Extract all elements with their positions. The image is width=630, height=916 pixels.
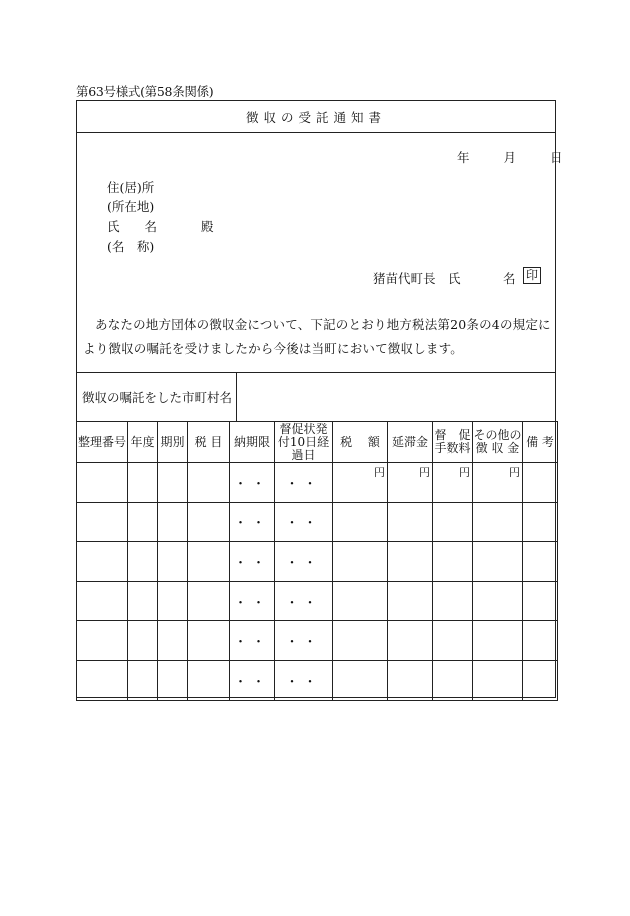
table-cell[interactable] xyxy=(433,621,473,661)
table-cell[interactable] xyxy=(188,660,230,700)
table-cell[interactable] xyxy=(188,542,230,582)
table-cell[interactable] xyxy=(388,660,433,700)
table-body xyxy=(77,463,558,701)
table-cell[interactable] xyxy=(158,660,188,700)
date-separator-dots: ・・ xyxy=(285,595,322,611)
table-cell[interactable] xyxy=(433,502,473,542)
date-separator-dots: ・・ xyxy=(233,516,270,532)
table-cell[interactable] xyxy=(158,581,188,621)
header-nendo: 年度 xyxy=(128,422,158,463)
table-cell[interactable] xyxy=(188,502,230,542)
city-value-field[interactable] xyxy=(237,373,555,421)
table-cell[interactable] xyxy=(275,502,333,542)
table-row xyxy=(77,660,558,700)
table-cell[interactable] xyxy=(158,463,188,503)
table-cell[interactable] xyxy=(388,463,433,503)
honorific-label: 殿 xyxy=(201,219,214,234)
table-cell[interactable] xyxy=(188,581,230,621)
table-cell[interactable] xyxy=(473,621,523,661)
date-line xyxy=(457,148,563,166)
table-cell[interactable] xyxy=(388,502,433,542)
table-cell[interactable] xyxy=(77,581,128,621)
date-separator-dots: ・・ xyxy=(233,595,270,611)
city-row xyxy=(77,372,555,421)
date-separator-dots: ・・ xyxy=(285,635,322,651)
table-cell[interactable] xyxy=(128,542,158,582)
table-cell[interactable] xyxy=(128,660,158,700)
month-label: 月 xyxy=(503,150,517,165)
yen-unit: 円 xyxy=(459,466,470,479)
table-cell[interactable] xyxy=(77,502,128,542)
seal-mark xyxy=(523,267,541,284)
table-cell[interactable] xyxy=(333,502,388,542)
table-cell[interactable] xyxy=(523,502,558,542)
date-separator-dots: ・・ xyxy=(285,555,322,571)
table-header-row xyxy=(77,422,558,463)
name-label: 氏 名 xyxy=(107,219,158,234)
table-cell[interactable] xyxy=(473,463,523,503)
table-cell[interactable] xyxy=(333,463,388,503)
header-zeigaku: 税 額 xyxy=(333,422,388,463)
table-cell[interactable] xyxy=(473,581,523,621)
header-biko: 備 考 xyxy=(523,422,558,463)
table-cell[interactable] xyxy=(523,581,558,621)
title-name-label: (名 称) xyxy=(107,239,155,254)
table-cell[interactable] xyxy=(128,502,158,542)
header-nokigen: 納期限 xyxy=(230,422,275,463)
yen-unit: 円 xyxy=(419,466,430,479)
table-row xyxy=(77,581,558,621)
address-label: 住(居)所 xyxy=(107,180,155,195)
table-cell[interactable] xyxy=(128,463,158,503)
table-cell[interactable] xyxy=(523,621,558,661)
table-cell[interactable] xyxy=(333,542,388,582)
yen-unit: 円 xyxy=(374,466,385,479)
issuer-name-suffix: 名 xyxy=(503,271,516,286)
table-cell[interactable] xyxy=(158,542,188,582)
table-cell[interactable] xyxy=(473,660,523,700)
date-separator-dots: ・・ xyxy=(285,674,322,690)
notice-form xyxy=(76,100,563,698)
header-tokusoku-fee: 督 促手数料 xyxy=(433,422,473,463)
document-title: 徴収の受託通知書 xyxy=(77,101,555,133)
table-cell[interactable] xyxy=(77,621,128,661)
table-cell[interactable] xyxy=(230,660,275,700)
table-cell[interactable] xyxy=(433,463,473,503)
table-cell[interactable] xyxy=(275,581,333,621)
table-cell[interactable] xyxy=(230,581,275,621)
collection-table xyxy=(76,421,558,701)
table-cell[interactable] xyxy=(188,621,230,661)
table-cell[interactable] xyxy=(433,660,473,700)
seal-text: 印 xyxy=(523,267,541,284)
table-cell[interactable] xyxy=(388,581,433,621)
table-cell[interactable] xyxy=(523,542,558,582)
table-cell[interactable] xyxy=(333,660,388,700)
table-cell[interactable] xyxy=(77,660,128,700)
table-cell[interactable] xyxy=(158,502,188,542)
table-row xyxy=(77,502,558,542)
header-tokusoku-date: 督促状発付10日経過日 xyxy=(275,422,333,463)
table-cell[interactable] xyxy=(77,463,128,503)
date-separator-dots: ・・ xyxy=(233,674,270,690)
table-row xyxy=(77,542,558,582)
table-cell[interactable] xyxy=(275,463,333,503)
issuer-label: 猪苗代町長 氏 xyxy=(373,271,461,286)
table-cell[interactable] xyxy=(473,542,523,582)
table-cell[interactable] xyxy=(77,542,128,582)
year-label: 年 xyxy=(457,150,470,165)
header-zeimoku: 税 目 xyxy=(188,422,230,463)
city-label: 徴収の嘱託をした市町村名 xyxy=(77,373,237,421)
table-row xyxy=(77,621,558,661)
header-kibetsu: 期別 xyxy=(158,422,188,463)
day-label: 日 xyxy=(550,150,563,165)
table-cell[interactable] xyxy=(473,502,523,542)
table-cell[interactable] xyxy=(128,581,158,621)
table-cell[interactable] xyxy=(230,502,275,542)
date-separator-dots: ・・ xyxy=(233,555,270,571)
table-cell[interactable] xyxy=(433,581,473,621)
table-cell[interactable] xyxy=(128,621,158,661)
date-separator-dots: ・・ xyxy=(233,635,270,651)
form-number: 第63号様式(第58条関係) xyxy=(76,84,214,99)
table-cell[interactable] xyxy=(275,542,333,582)
date-separator-dots: ・・ xyxy=(285,476,322,492)
table-cell[interactable] xyxy=(158,621,188,661)
table-cell[interactable] xyxy=(333,621,388,661)
location-label: (所在地) xyxy=(107,199,155,214)
table-cell[interactable] xyxy=(433,542,473,582)
table-cell[interactable] xyxy=(230,463,275,503)
table-cell[interactable] xyxy=(230,621,275,661)
header-entaikin: 延滞金 xyxy=(388,422,433,463)
header-other-collection: その他の徴 収 金 xyxy=(473,422,523,463)
table-cell[interactable] xyxy=(333,581,388,621)
date-separator-dots: ・・ xyxy=(285,516,322,532)
table-cell[interactable] xyxy=(523,660,558,700)
header-seiri-bango: 整理番号 xyxy=(77,422,128,463)
table-cell[interactable] xyxy=(523,463,558,503)
table-cell[interactable] xyxy=(275,660,333,700)
table-cell[interactable] xyxy=(230,542,275,582)
date-separator-dots: ・・ xyxy=(233,476,270,492)
table-cell[interactable] xyxy=(275,621,333,661)
yen-unit: 円 xyxy=(509,466,520,479)
table-row xyxy=(77,463,558,503)
table-cell[interactable] xyxy=(388,542,433,582)
table-cell[interactable] xyxy=(388,621,433,661)
table-cell[interactable] xyxy=(188,463,230,503)
notice-body-text: あなたの地方団体の徴収金について、下記のとおり地方税法第20条の4の規定により徴収の嘱託を受けましたから今後は当町において徴収します。 xyxy=(83,317,551,356)
